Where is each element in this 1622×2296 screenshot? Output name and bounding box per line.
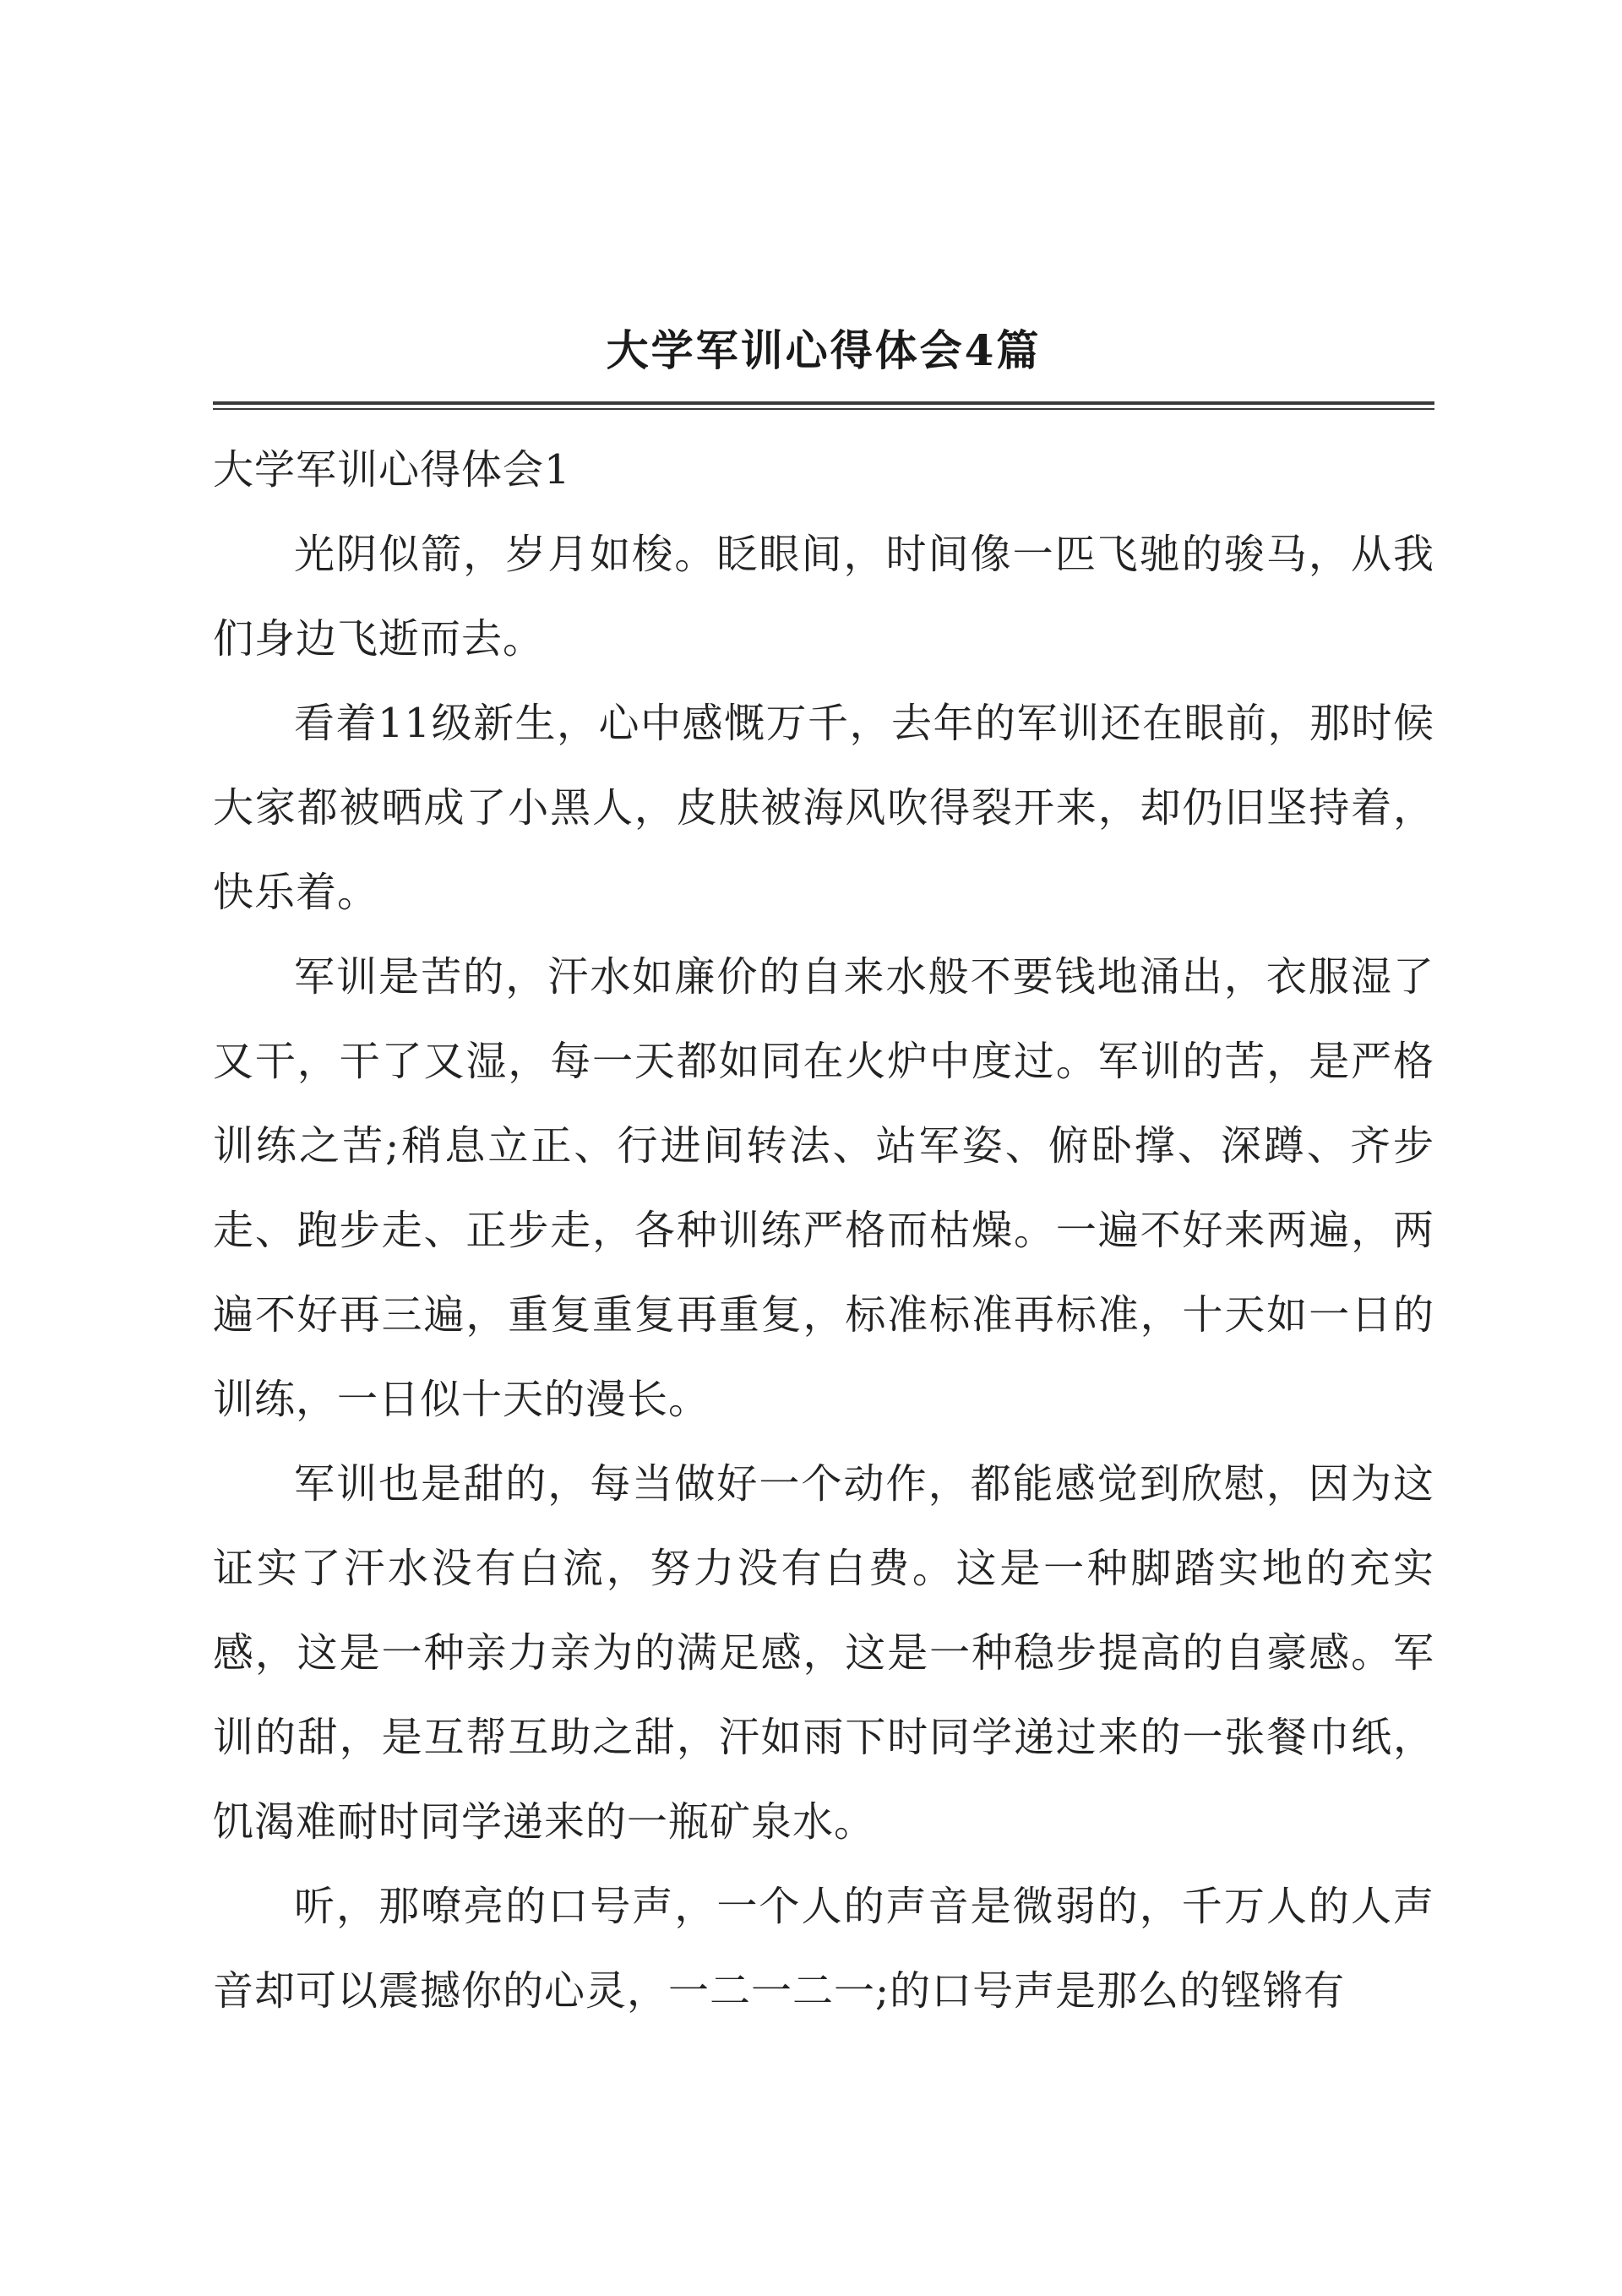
paragraph-3: 军训是苦的，汗水如廉价的自来水般不要钱地涌出，衣服湿了又干，干了又湿，每一天都如同在火炉中度过。军训的苦，是严格训练之苦;稍息立正、行进间转法、站军姿、俯卧撑、深蹲、齐步走、跑步走、正步走，各种训练严格而枯燥。一遍不好来两遍，两遍不好再三遍，重复重复再重复，标准标准再标准，十天如一日的训练，一日似十天的漫长。 xyxy=(213,953,1434,1423)
document-title: 大学军训心得体会4篇 xyxy=(606,325,1042,375)
paragraph-5: 听，那嘹亮的口号声，一个人的声音是微弱的，千万人的人声音却可以震撼你的心灵，一二一二一;的口号声是那么的铿锵有 xyxy=(213,1883,1434,2015)
title-divider-thick xyxy=(213,401,1434,405)
title-divider-thin xyxy=(213,408,1434,410)
paragraph-2: 看着11级新生，心中感慨万千，去年的军训还在眼前，那时候大家都被晒成了小黑人，皮肤被海风吹得裂开来，却仍旧坚持着，快乐着。 xyxy=(213,700,1434,916)
section-heading: 大学军训心得体会1 xyxy=(213,446,571,494)
document-body xyxy=(213,428,1434,2033)
paragraph-4: 军训也是甜的，每当做好一个动作，都能感觉到欣慰，因为这证实了汗水没有白流，努力没有白费。这是一种脚踏实地的充实感，这是一种亲力亲为的满足感，这是一种稳步提高的自豪感。军训的甜，是互帮互助之甜，汗如雨下时同学递过来的一张餐巾纸，饥渴难耐时同学递来的一瓶矿泉水。 xyxy=(213,1460,1434,1846)
paragraph-1: 光阴似箭，岁月如梭。眨眼间，时间像一匹飞驰的骏马，从我们身边飞逝而去。 xyxy=(213,531,1434,663)
